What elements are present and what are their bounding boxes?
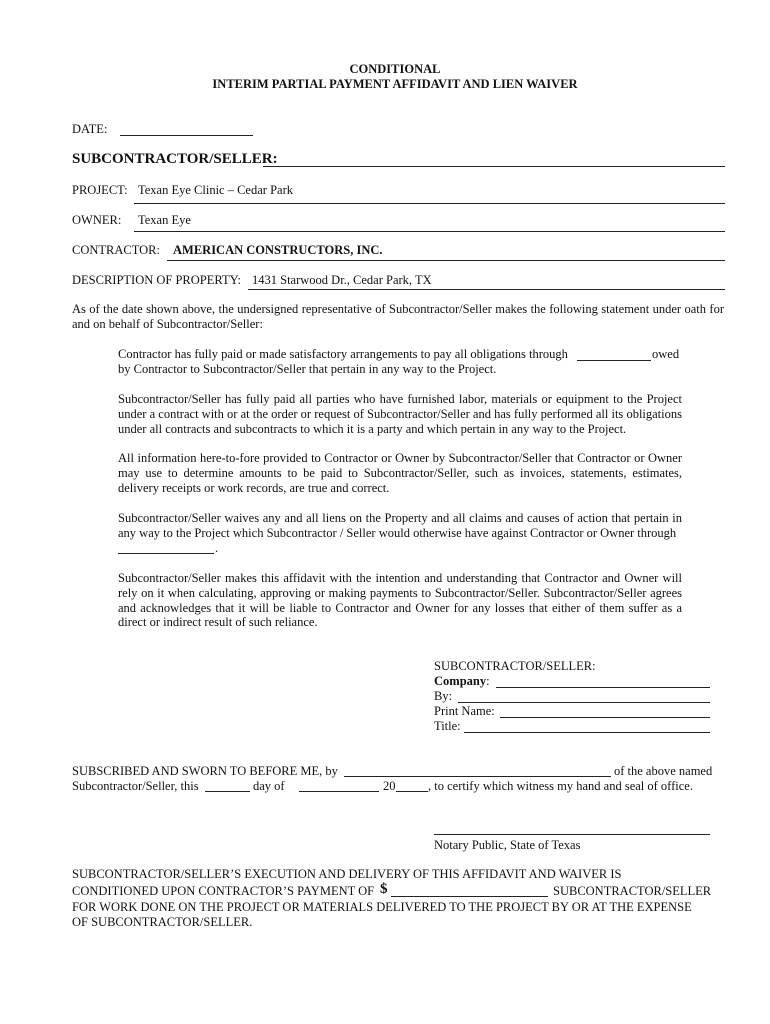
company-field[interactable]	[496, 687, 710, 688]
title-label: Title:	[434, 719, 461, 733]
company-colon: :	[486, 674, 490, 688]
condition-line2-start: CONDITIONED UPON CONTRACTOR’S PAYMENT OF	[72, 884, 375, 898]
by-signature-field[interactable]	[458, 702, 710, 703]
statement-5-paragraph: Subcontractor/Seller makes this affidavit with the intention and understanding that Contractor and Owner will rely on it when calculating, approving or making payments to Subcontractor/Seller. Subcontractor/Seller agrees and acknowledges that it will be liable to Contractor and Owner for any losses that either of them suffer as a direct or indirect result of such reliance.	[118, 571, 682, 630]
project-value: Texan Eye Clinic – Cedar Park	[138, 183, 293, 197]
date-label: DATE:	[72, 122, 108, 136]
through-date-field[interactable]	[577, 360, 651, 361]
statement-3-paragraph: All information here-to-fore provided to Contractor or Owner by Subcontractor/Seller that Contractor or Owner may use to determine amounts to be paid to Subcontractor/Seller, such as invoices, statements, estimates, delivery receipts or work records, are true and correct.	[118, 451, 682, 495]
condition-line2-end: SUBCONTRACTOR/SELLER	[553, 884, 712, 898]
title-field[interactable]	[464, 732, 710, 733]
sworn-line1-end: of the above named	[614, 764, 713, 778]
statement-4-paragraph: Subcontractor/Seller waives any and all liens on the Property and all claims and causes of action that pertain in any way to the Project which Subcontractor / Seller would otherwise have against Contractor or Owner through	[118, 511, 682, 540]
sworn-day-of: day of	[253, 779, 285, 793]
contractor-value: AMERICAN CONSTRUCTORS, INC.	[173, 243, 383, 257]
condition-line3: FOR WORK DONE ON THE PROJECT OR MATERIALS DELIVERED TO THE PROJECT BY OR AT THE EXPENSE	[72, 900, 692, 914]
description-field[interactable]	[248, 289, 725, 290]
contractor-label: CONTRACTOR:	[72, 243, 160, 257]
statement-1-line2: by Contractor to Subcontractor/Seller that pertain in any way to the Project.	[118, 362, 497, 376]
company-label-text: Company	[434, 674, 487, 688]
statement-1-owed: owed	[652, 347, 680, 361]
company-label	[434, 674, 490, 689]
signature-heading: SUBCONTRACTOR/SELLER:	[434, 659, 596, 673]
print-name-label: Print Name:	[434, 704, 495, 718]
owner-field[interactable]	[134, 231, 725, 232]
subcontractor-field[interactable]	[263, 166, 725, 167]
document-title-line1: CONDITIONAL	[349, 62, 441, 76]
notary-label: Notary Public, State of Texas	[434, 838, 581, 852]
owner-value: Texan Eye	[138, 213, 191, 227]
subcontractor-label: SUBCONTRACTOR/SELLER:	[72, 151, 278, 167]
statement-1-line1: Contractor has fully paid or made satisfactory arrangements to pay all obligations through	[118, 347, 568, 361]
print-name-field[interactable]	[500, 717, 710, 718]
description-label: DESCRIPTION OF PROPERTY:	[72, 273, 241, 287]
owner-label: OWNER:	[72, 213, 122, 227]
sworn-year-prefix: 20	[383, 779, 396, 793]
contractor-field[interactable]	[167, 260, 725, 261]
sworn-by-field[interactable]	[344, 776, 611, 777]
document-title-line2: INTERIM PARTIAL PAYMENT AFFIDAVIT AND LIEN WAIVER	[212, 77, 578, 91]
project-field[interactable]	[134, 203, 725, 204]
description-value: 1431 Starwood Dr., Cedar Park, TX	[252, 273, 432, 287]
intro-paragraph: As of the date shown above, the undersigned representative of Subcontractor/Seller makes the following statement under oath for and on behalf of Subcontractor/Seller:	[72, 302, 724, 331]
sworn-month-field[interactable]	[299, 791, 379, 792]
condition-line4: OF SUBCONTRACTOR/SELLER.	[72, 915, 253, 929]
project-label: PROJECT:	[72, 183, 128, 197]
date-field[interactable]	[120, 135, 253, 136]
sworn-line1-start: SUBSCRIBED AND SWORN TO BEFORE ME, by	[72, 764, 338, 778]
payment-amount-field[interactable]	[391, 896, 548, 897]
waiver-through-field[interactable]	[118, 553, 214, 554]
statement-4-period: .	[215, 541, 219, 555]
sworn-year-field[interactable]	[396, 791, 428, 792]
dollar-sign: $	[380, 881, 388, 897]
condition-line1: SUBCONTRACTOR/SELLER’S EXECUTION AND DELIVERY OF THIS AFFIDAVIT AND WAIVER IS	[72, 867, 622, 881]
statement-2-paragraph: Subcontractor/Seller has fully paid all parties who have furnished labor, materials or equipment to the Project under a contract with or at the order or request of Subcontractor/Seller and has fully performed all its obligations under all contracts and subcontracts to which it is a party and which pertain in any way to the Project.	[118, 392, 682, 436]
sworn-day-field[interactable]	[205, 791, 250, 792]
by-label: By:	[434, 689, 453, 703]
sworn-line2-end: , to certify which witness my hand and seal of office.	[428, 779, 693, 793]
sworn-line2-start: Subcontractor/Seller, this	[72, 779, 199, 793]
notary-signature-field[interactable]	[434, 834, 710, 835]
